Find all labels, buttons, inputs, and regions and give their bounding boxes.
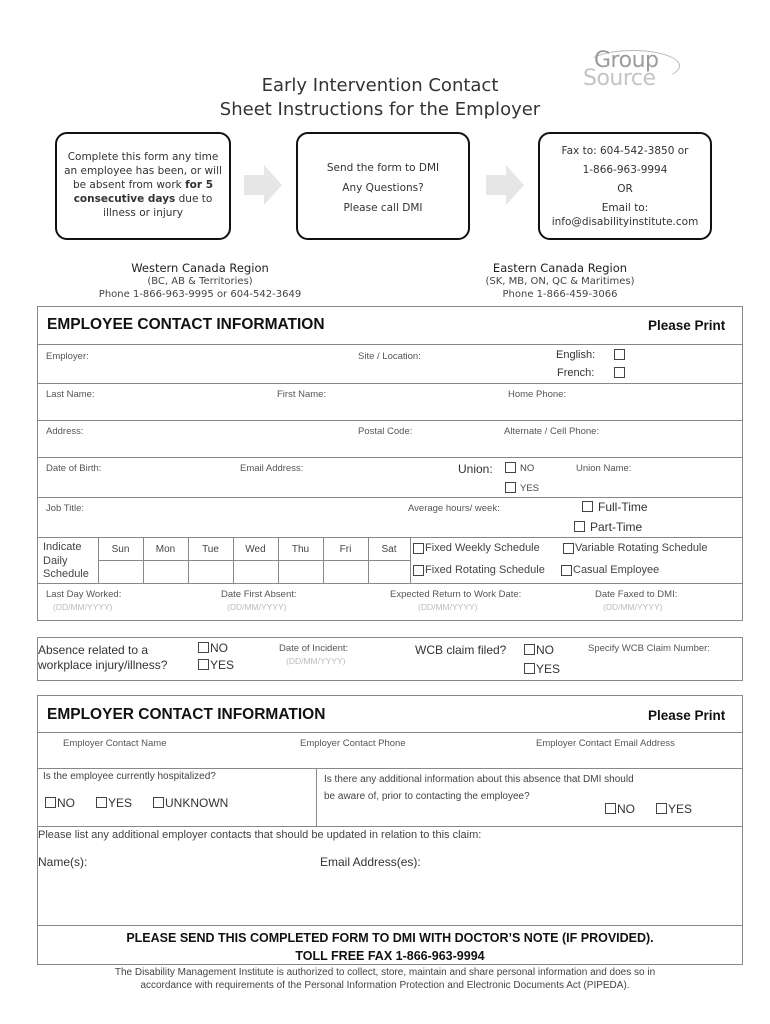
union-label: Union: bbox=[458, 462, 493, 476]
wcb-yes-checkbox[interactable] bbox=[524, 663, 535, 674]
divider bbox=[37, 826, 743, 827]
additional-no-label: NO bbox=[617, 802, 635, 816]
step3-line: OR bbox=[617, 183, 633, 195]
email-label: Email Address: bbox=[240, 463, 304, 474]
contact-email-label: Employer Contact Email Address bbox=[536, 738, 675, 749]
step2-line: Any Questions? bbox=[342, 182, 424, 194]
contact-name-label: Employer Contact Name bbox=[63, 738, 167, 749]
step-fax-email bbox=[538, 132, 712, 240]
part-time-label: Part-Time bbox=[590, 520, 643, 534]
english-checkbox[interactable] bbox=[614, 349, 625, 360]
arrow-right-icon bbox=[244, 165, 282, 205]
region-west bbox=[70, 262, 330, 301]
casual-label: Casual Employee bbox=[573, 564, 660, 576]
hospital-yes-label: YES bbox=[108, 796, 133, 810]
logo-source: Source bbox=[583, 66, 656, 91]
privacy-line: accordance with requirements of the Personal Information Protection and Electronic Documents Act (PIPEDA). bbox=[140, 980, 630, 991]
hospital-yes-checkbox[interactable] bbox=[96, 797, 107, 808]
toll-free-fax: TOLL FREE FAX 1-866-963-9994 bbox=[295, 949, 485, 963]
wcb-no-label: NO bbox=[536, 643, 554, 657]
additional-contacts-label: Please list any additional employer contacts that should be updated in relation to this claim: bbox=[38, 829, 482, 841]
first-name-label: First Name: bbox=[277, 389, 327, 400]
day-mon: Mon bbox=[155, 544, 176, 555]
fixed-rotating-checkbox[interactable] bbox=[413, 565, 424, 576]
divider bbox=[37, 768, 743, 769]
fixed-weekly-checkbox[interactable] bbox=[413, 543, 424, 554]
indicate-schedule-label bbox=[43, 541, 89, 582]
employer-section-title: EMPLOYER CONTACT INFORMATION bbox=[47, 706, 326, 723]
privacy-notice bbox=[0, 966, 770, 992]
step3-line: Fax to: 604-542-3850 or bbox=[561, 145, 689, 157]
region-east-phone: Phone 1-866-459-3066 bbox=[502, 289, 618, 300]
region-east bbox=[430, 262, 690, 301]
fixed-weekly-label: Fixed Weekly Schedule bbox=[425, 542, 540, 554]
full-time-label: Full-Time bbox=[598, 500, 648, 514]
step1-line: consecutive days due to bbox=[73, 193, 213, 205]
privacy-line: The Disability Management Institute is authorized to collect, store, maintain and share personal information and does so in bbox=[114, 967, 656, 978]
injury-question-line: Absence related to a bbox=[38, 643, 149, 657]
english-label: English: bbox=[556, 349, 596, 361]
divider bbox=[37, 420, 743, 421]
region-east-title: Eastern Canada Region bbox=[492, 261, 628, 275]
day-wed: Wed bbox=[245, 544, 266, 555]
expected-return-label: Expected Return to Work Date: bbox=[390, 589, 522, 600]
address-label: Address: bbox=[46, 426, 84, 437]
alt-phone-label: Alternate / Cell Phone: bbox=[504, 426, 600, 437]
variable-rotating-label: Variable Rotating Schedule bbox=[575, 542, 708, 554]
date-incident-label: Date of Incident: bbox=[279, 643, 349, 654]
hospital-unknown-checkbox[interactable] bbox=[153, 797, 164, 808]
additional-info-question bbox=[324, 771, 634, 805]
injury-yes-label: YES bbox=[210, 658, 235, 672]
page-title-line2: Sheet Instructions for the Employer bbox=[219, 99, 541, 120]
dob-label: Date of Birth: bbox=[46, 463, 102, 474]
last-day-label: Last Day Worked: bbox=[46, 589, 122, 600]
grid-line bbox=[98, 560, 410, 561]
indicate-line: Schedule bbox=[43, 568, 89, 580]
step1-line: illness or injury bbox=[103, 207, 183, 219]
home-phone-label: Home Phone: bbox=[508, 389, 567, 400]
first-absent-label: Date First Absent: bbox=[221, 589, 297, 600]
region-west-provinces: (BC, AB & Territories) bbox=[147, 276, 253, 287]
additional-yes-label: YES bbox=[668, 802, 693, 816]
union-no-label: NO bbox=[520, 463, 535, 474]
additional-info-line: be aware of, prior to contacting the employee? bbox=[324, 791, 530, 802]
send-instruction: PLEASE SEND THIS COMPLETED FORM TO DMI WITH DOCTOR’S NOTE (IF PROVIDED). bbox=[126, 931, 654, 945]
employee-section-title: EMPLOYEE CONTACT INFORMATION bbox=[47, 316, 325, 333]
day-sun: Sun bbox=[111, 544, 130, 555]
french-checkbox[interactable] bbox=[614, 367, 625, 378]
casual-checkbox[interactable] bbox=[561, 565, 572, 576]
region-west-phone: Phone 1-866-963-9995 or 604-542-3649 bbox=[98, 289, 302, 300]
date-hint: (DD/MM/YYYY) bbox=[286, 656, 346, 666]
logo-group: Group bbox=[594, 48, 659, 73]
injury-no-checkbox[interactable] bbox=[198, 642, 209, 653]
injury-no-label: NO bbox=[210, 641, 228, 655]
step1-line: Complete this form any time bbox=[67, 151, 219, 163]
injury-question-line: workplace injury/illness? bbox=[38, 658, 168, 672]
date-hint: (DD/MM/YYYY) bbox=[227, 602, 287, 612]
injury-yes-checkbox[interactable] bbox=[198, 659, 209, 670]
hospital-no-checkbox[interactable] bbox=[45, 797, 56, 808]
divider bbox=[37, 457, 743, 458]
site-location-label: Site / Location: bbox=[358, 351, 421, 362]
additional-no-checkbox[interactable] bbox=[605, 803, 616, 814]
avg-hours-label: Average hours/ week: bbox=[408, 503, 500, 514]
date-hint: (DD/MM/YYYY) bbox=[53, 602, 113, 612]
hospitalized-question: Is the employee currently hospitalized? bbox=[43, 771, 216, 782]
date-hint: (DD/MM/YYYY) bbox=[418, 602, 478, 612]
union-yes-checkbox[interactable] bbox=[505, 482, 516, 493]
divider bbox=[37, 344, 743, 345]
injury-question bbox=[38, 643, 167, 673]
postal-code-label: Postal Code: bbox=[358, 426, 413, 437]
additional-yes-checkbox[interactable] bbox=[656, 803, 667, 814]
divider bbox=[37, 583, 743, 584]
page-title-line1: Early Intervention Contact bbox=[261, 75, 499, 96]
step1-line: be absent from work for 5 bbox=[72, 179, 214, 191]
french-label: French: bbox=[557, 367, 595, 379]
fixed-rotating-label: Fixed Rotating Schedule bbox=[425, 564, 545, 576]
union-name-label: Union Name: bbox=[576, 463, 632, 474]
please-print: Please Print bbox=[648, 318, 726, 333]
wcb-no-checkbox[interactable] bbox=[524, 644, 535, 655]
step3-line: 1-866-963-9994 bbox=[582, 164, 668, 176]
wcb-yes-label: YES bbox=[536, 662, 561, 676]
divider bbox=[37, 925, 743, 926]
day-tue: Tue bbox=[202, 544, 219, 555]
hospital-unknown-label: UNKNOWN bbox=[165, 796, 229, 810]
union-yes-label: YES bbox=[520, 483, 540, 494]
additional-info-line: Is there any additional information about this absence that DMI should bbox=[324, 774, 634, 785]
hospital-no-label: NO bbox=[57, 796, 75, 810]
day-sat: Sat bbox=[381, 544, 397, 555]
day-fri: Fri bbox=[339, 544, 352, 555]
employer-label: Employer: bbox=[46, 351, 89, 362]
indicate-line: Indicate bbox=[43, 541, 82, 553]
region-west-title: Western Canada Region bbox=[131, 261, 269, 275]
indicate-line: Daily bbox=[43, 554, 68, 567]
please-print: Please Print bbox=[648, 708, 726, 723]
wcb-filed-label: WCB claim filed? bbox=[415, 643, 507, 657]
step-send-form bbox=[296, 132, 470, 240]
job-title-label: Job Title: bbox=[46, 503, 85, 514]
divider bbox=[316, 768, 317, 826]
step2-line: Please call DMI bbox=[343, 202, 423, 214]
variable-rotating-checkbox[interactable] bbox=[563, 543, 574, 554]
step2-line: Send the form to DMI bbox=[326, 162, 440, 174]
part-time-checkbox[interactable] bbox=[574, 521, 585, 532]
divider bbox=[37, 497, 743, 498]
grid-line bbox=[410, 537, 411, 583]
emails-label: Email Address(es): bbox=[320, 855, 421, 869]
step-complete-form bbox=[55, 132, 231, 240]
wcb-number-label: Specify WCB Claim Number: bbox=[588, 643, 710, 654]
arrow-right-icon bbox=[486, 165, 524, 205]
step1-line: an employee has been, or will bbox=[64, 165, 222, 177]
names-label: Name(s): bbox=[38, 855, 88, 869]
step3-line: Email to: bbox=[601, 202, 649, 214]
divider bbox=[37, 383, 743, 384]
full-time-checkbox[interactable] bbox=[582, 501, 593, 512]
region-east-provinces: (SK, MB, ON, QC & Maritimes) bbox=[485, 276, 635, 287]
contact-phone-label: Employer Contact Phone bbox=[300, 738, 406, 749]
divider bbox=[37, 732, 743, 733]
union-no-checkbox[interactable] bbox=[505, 462, 516, 473]
date-faxed-label: Date Faxed to DMI: bbox=[595, 589, 678, 600]
date-hint: (DD/MM/YYYY) bbox=[603, 602, 663, 612]
last-name-label: Last Name: bbox=[46, 389, 95, 400]
step3-email: info@disabilityinstitute.com bbox=[551, 216, 699, 228]
day-thu: Thu bbox=[291, 544, 310, 555]
